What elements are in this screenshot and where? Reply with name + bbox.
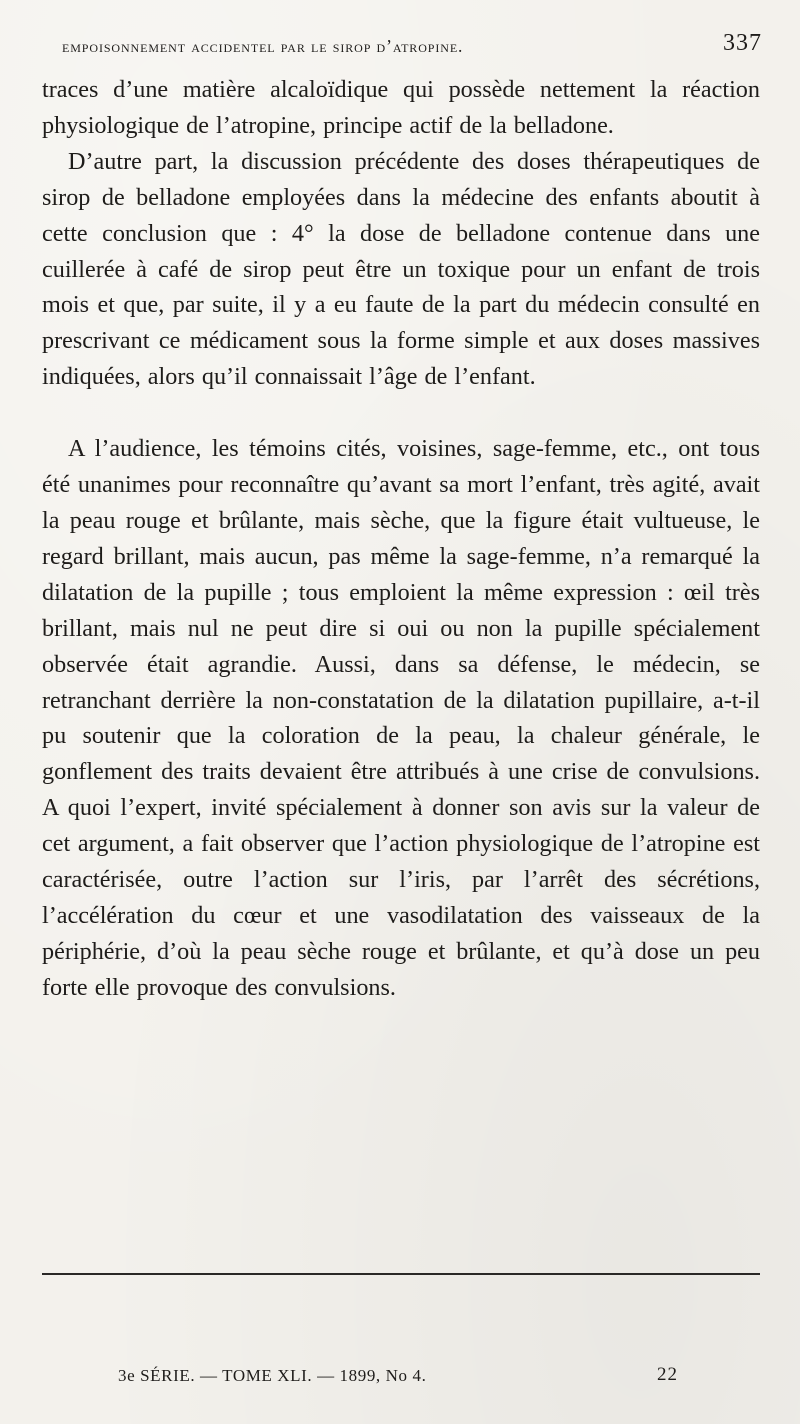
page-number: 337 bbox=[723, 30, 762, 56]
body-text bbox=[42, 72, 760, 1006]
page-header bbox=[62, 30, 762, 62]
paragraph-continuation: traces d’une matière alcaloïdique qui possède nettement la réaction physiologique de l’atropine, principe actif de la belladone. bbox=[42, 76, 760, 139]
footnote-rule bbox=[42, 1273, 760, 1275]
signature-number: 22 bbox=[657, 1364, 678, 1385]
printer-signature: 3e SÉRIE. — TOME XLI. — 1899, No 4. bbox=[118, 1366, 427, 1385]
paragraph-audience: A l’audience, les témoins cités, voisines, sage-femme, etc., ont tous été unanimes pour reconnaître qu’avant sa mort l’enfant, très agité, avait la peau rouge et brûlante, mais sèche, que la figure était vultueuse, le regard brillant, mais aucun, pas même la sage-femme, n’a remarqué la dilatation de la pupille ; tous emploient la même expression : œil très brillant, mais nul ne peut dire si oui ou non la pupille spécialement observée était agrandie. Aussi, dans sa défense, le médecin, se retranchant derrière la non-constatation de la dilatation pupillaire, a-t-il pu soutenir que la coloration de la peau, la chaleur générale, le gonflement des traits devaient être attribués à une crise de convulsions. A quoi l’expert, invité spécialement à donner son avis sur la valeur de cet argument, a fait observer que l’action physiologique de l’atropine est caractérisée, outre l’action sur l’iris, par l’arrêt des sécrétions, l’accélération du cœur et une vasodilatation des vaisseaux de la périphérie, d’où la peau sèche rouge et brûlante, et qu’à dose un peu forte elle provoque des convulsions. bbox=[42, 435, 760, 1001]
paragraph-doses: D’autre part, la discussion précédente des doses thérapeutiques de sirop de belladone employées dans la médecine des enfants aboutit à cette conclusion que : 4° la dose de belladone contenue dans une cuillerée à café de sirop peut être un toxique pour un enfant de trois mois et que, par suite, il y a eu faute de la part du médecin consulté en prescrivant ce médicament sous la forme simple et aux doses massives indiquées, alors qu’il connaissait l’âge de l’enfant. bbox=[42, 147, 760, 391]
running-title: empoisonnement accidentel par le sirop d’atropine. bbox=[62, 36, 464, 56]
page-footer bbox=[118, 1364, 678, 1394]
